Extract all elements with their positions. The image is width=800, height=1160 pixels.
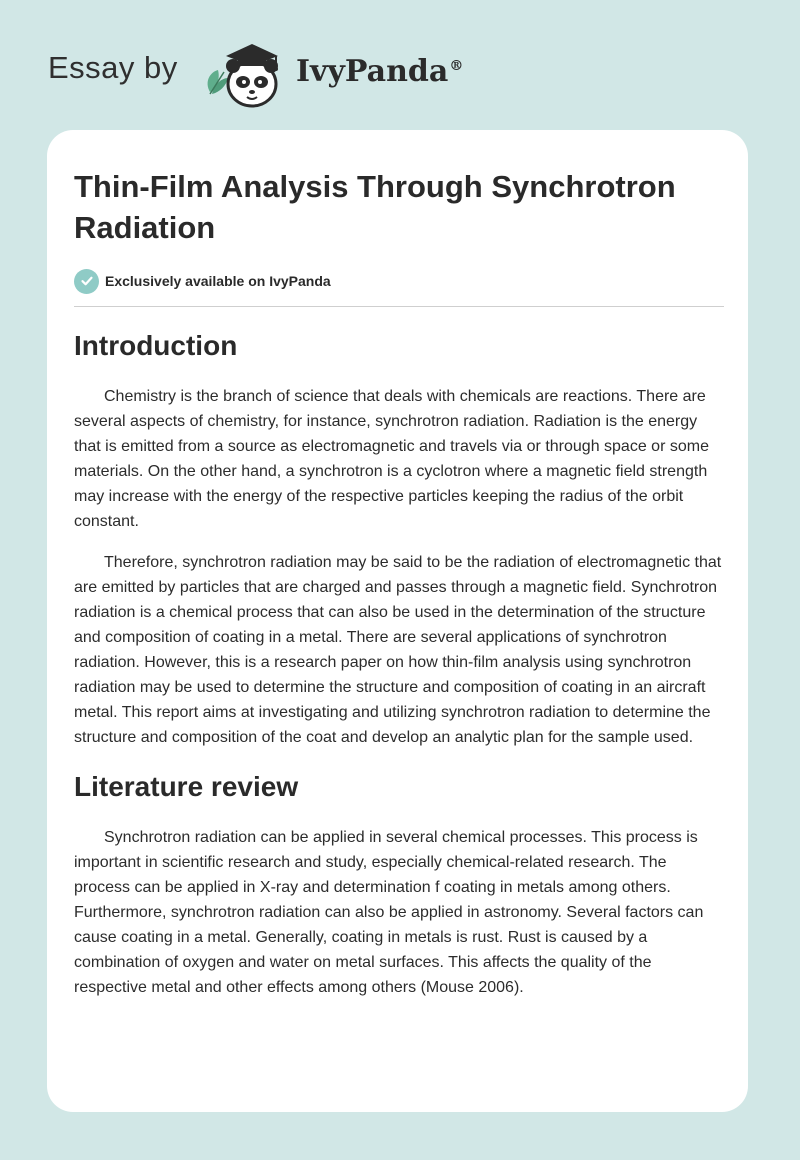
page-title: Thin-Film Analysis Through Synchrotron Radiation (74, 169, 676, 245)
section-heading-introduction: Introduction (74, 330, 238, 361)
essay-by-label: Essay by (48, 50, 178, 85)
paragraph: Therefore, synchrotron radiation may be said to be the radiation of electromagnetic that are emitted by particles that are charged and passes through a magnetic field. Synchrotron radiation is a chemical process that can also be used in the determination of the structure and composition of coating in a metal. There are several applications of synchrotron radiation. However, this is a research paper on how thin-film analysis using synchrotron radiation may be used to determine the structure and composition of coating in an aircraft metal. This report aims at investigating and utilizing synchrotron radiation to determine the structure and composition of the coat and develop an analytic plan for the sample used. (74, 554, 722, 746)
paragraph: Synchrotron radiation can be applied in several chemical processes. This process is important in scientific research and study, especially chemical-related research. The process can be applied in X-ray and determination f coating in metals among others. Furthermore, synchrotron radiation can also be applied in astronomy. Several factors can cause coating in a metal. Generally, coating in metals is rust. Rust is caused by a combination of oxygen and water on metal surfaces. This affects the quality of the respective metal and other effects among others (Mouse 2006). (74, 829, 704, 996)
panda-graduate-icon (200, 32, 296, 112)
check-circle-icon (74, 269, 99, 294)
essay-card (47, 130, 748, 1112)
exclusive-badge (74, 268, 724, 294)
section-heading-literature-review: Literature review (74, 771, 299, 802)
site-header-logo[interactable] (48, 28, 508, 112)
brand-name: IvyPanda® (296, 54, 464, 89)
essay-content (74, 166, 724, 1000)
exclusive-label: Exclusively available on IvyPanda (105, 273, 331, 289)
paragraph: Chemistry is the branch of science that deals with chemicals are reactions. There are several aspects of chemistry, for instance, synchrotron radiation. Radiation is the energy that is emitted from a source as electromagnetic and travels via or through space or some materials. On the other hand, a synchrotron is a cyclotron where a magnetic field strength may increase with the energy of the respective particles keeping the radius of the orbit constant. (74, 388, 709, 530)
divider (74, 306, 724, 307)
